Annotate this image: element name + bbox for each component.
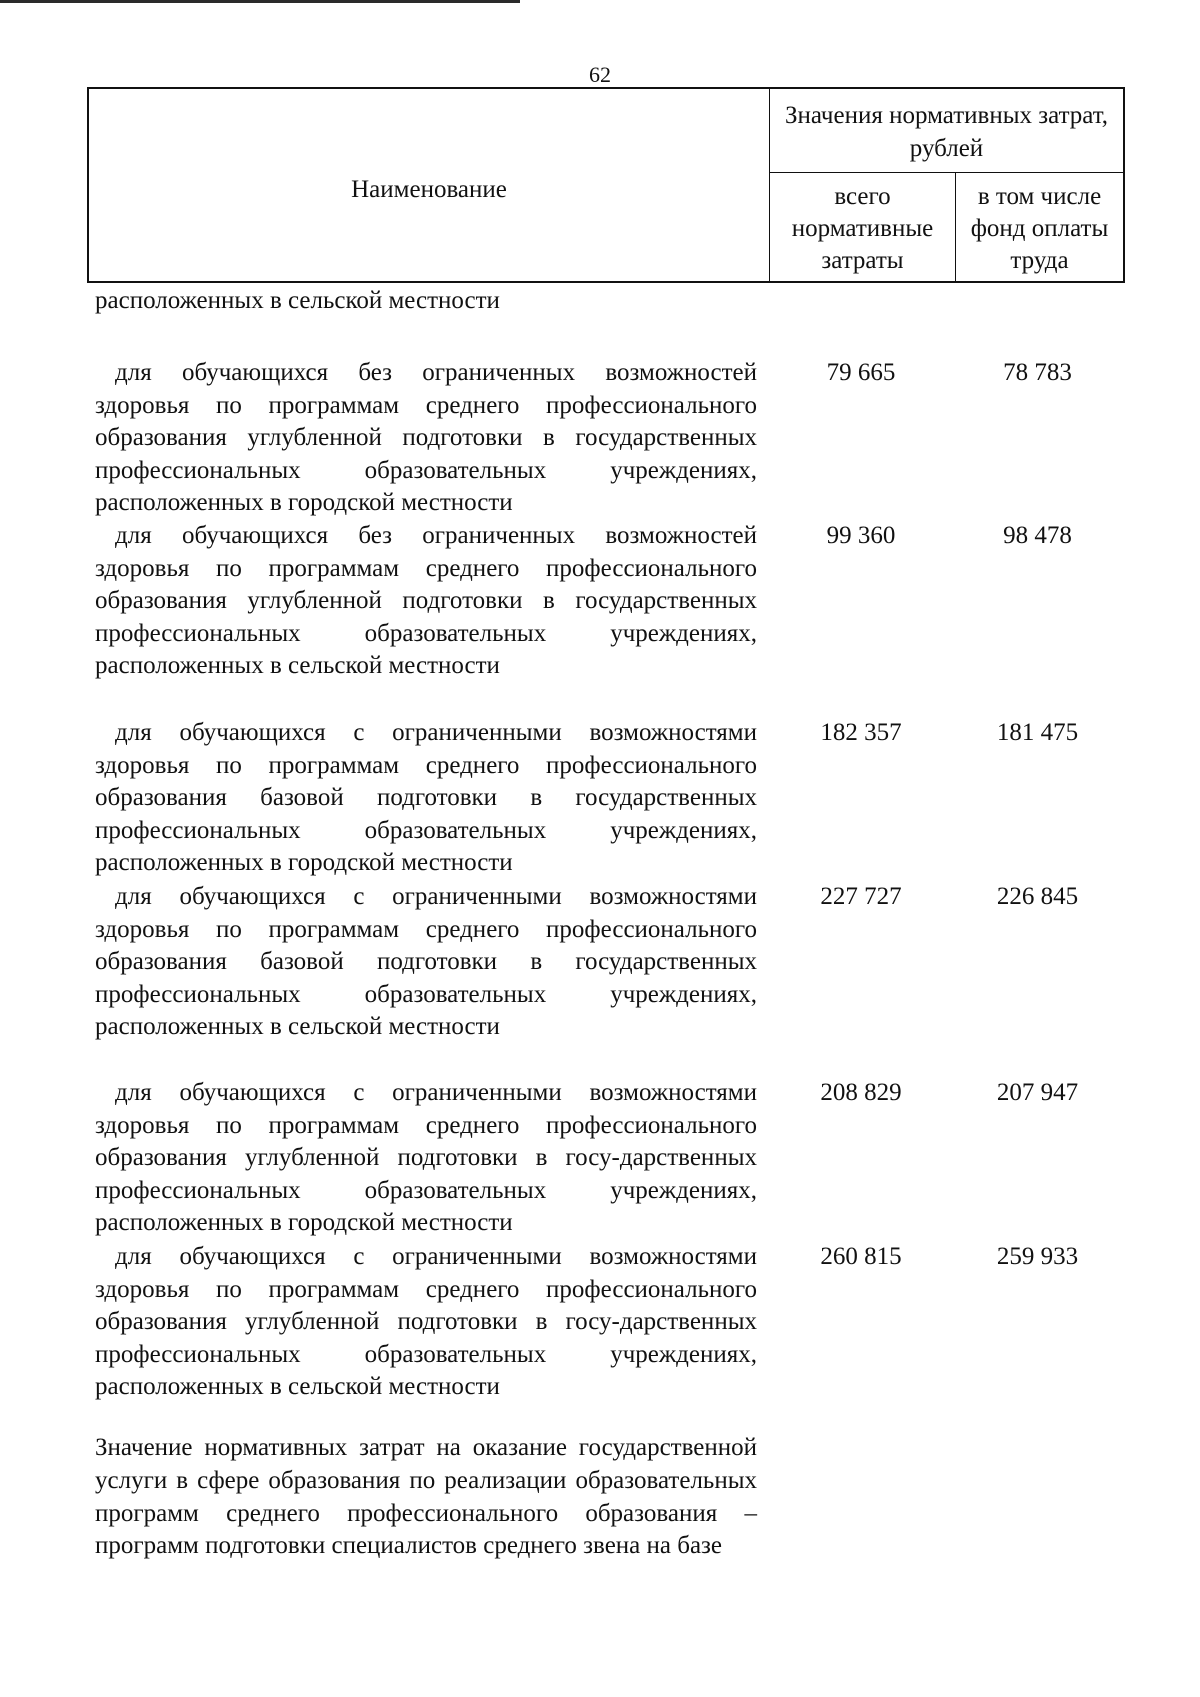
row-name: для обучающихся без ограниченных возможностей здоровья по программам среднего профессионального образования углубленной подготовки в государственных профессиональных образовательных учреждениях, расположенных в сельской местности <box>95 522 757 680</box>
row-total: 208 829 <box>820 1079 902 1106</box>
row-name: для обучающихся с ограниченными возможностями здоровья по программам среднего профессионального образования базовой подготовки в государственных профессиональных образовательных учреждениях, расположенных в городской местности <box>95 719 757 877</box>
header-payroll-cell: в том числе фонд оплаты труда <box>970 183 1109 274</box>
row-payroll: 207 947 <box>996 1079 1079 1106</box>
row-name: для обучающихся с ограниченными возможностями здоровья по программам среднего профессионального образования углубленной подготовки в госу-дарственных профессиональных образовательных учреждениях, расположенных в городской местности <box>95 1079 757 1237</box>
row-payroll: 181 475 <box>996 719 1079 746</box>
row-payroll: 78 783 <box>1003 359 1072 386</box>
row-payroll: 259 933 <box>996 1243 1079 1270</box>
header-total-costs-cell: всего нормативные затраты <box>770 173 956 281</box>
row-payroll: 226 845 <box>996 883 1079 910</box>
row-name: для обучающихся с ограниченными возможностями здоровья по программам среднего профессионального образования углубленной подготовки в госу-дарственных профессиональных образовательных учреждениях, расположенных в сельской местности <box>95 1243 757 1401</box>
row-name: для обучающихся с ограниченными возможностями здоровья по программам среднего профессионального образования базовой подготовки в государственных профессиональных образовательных учреждениях, расположенных в сельской местности <box>95 883 757 1041</box>
page-number: 62 <box>589 62 611 87</box>
row-total: 260 815 <box>820 1243 902 1270</box>
row-total: 79 665 <box>826 359 896 386</box>
row-total: 99 360 <box>826 522 896 549</box>
row-total: 182 357 <box>820 719 902 746</box>
continuation-text: расположенных в сельской местности <box>95 287 500 314</box>
table-header <box>87 87 1125 283</box>
final-paragraph: Значение нормативных затрат на оказание государственной услуги в сфере образования по реализации образовательных программ среднего профессионального образования – программ подготовки специалистов среднего звена на базе <box>95 1434 757 1560</box>
row-total: 227 727 <box>820 883 902 910</box>
scan-edge-line <box>0 0 520 3</box>
row-payroll: 98 478 <box>1003 522 1072 549</box>
header-cost-values-cell: Значения нормативных затрат, рублей <box>770 89 1123 173</box>
row-name: для обучающихся без ограниченных возможностей здоровья по программам среднего профессионального образования углубленной подготовки в государственных профессиональных образовательных учреждениях, расположенных в городской местности <box>95 359 757 517</box>
header-name-cell: Наименование <box>89 89 770 281</box>
